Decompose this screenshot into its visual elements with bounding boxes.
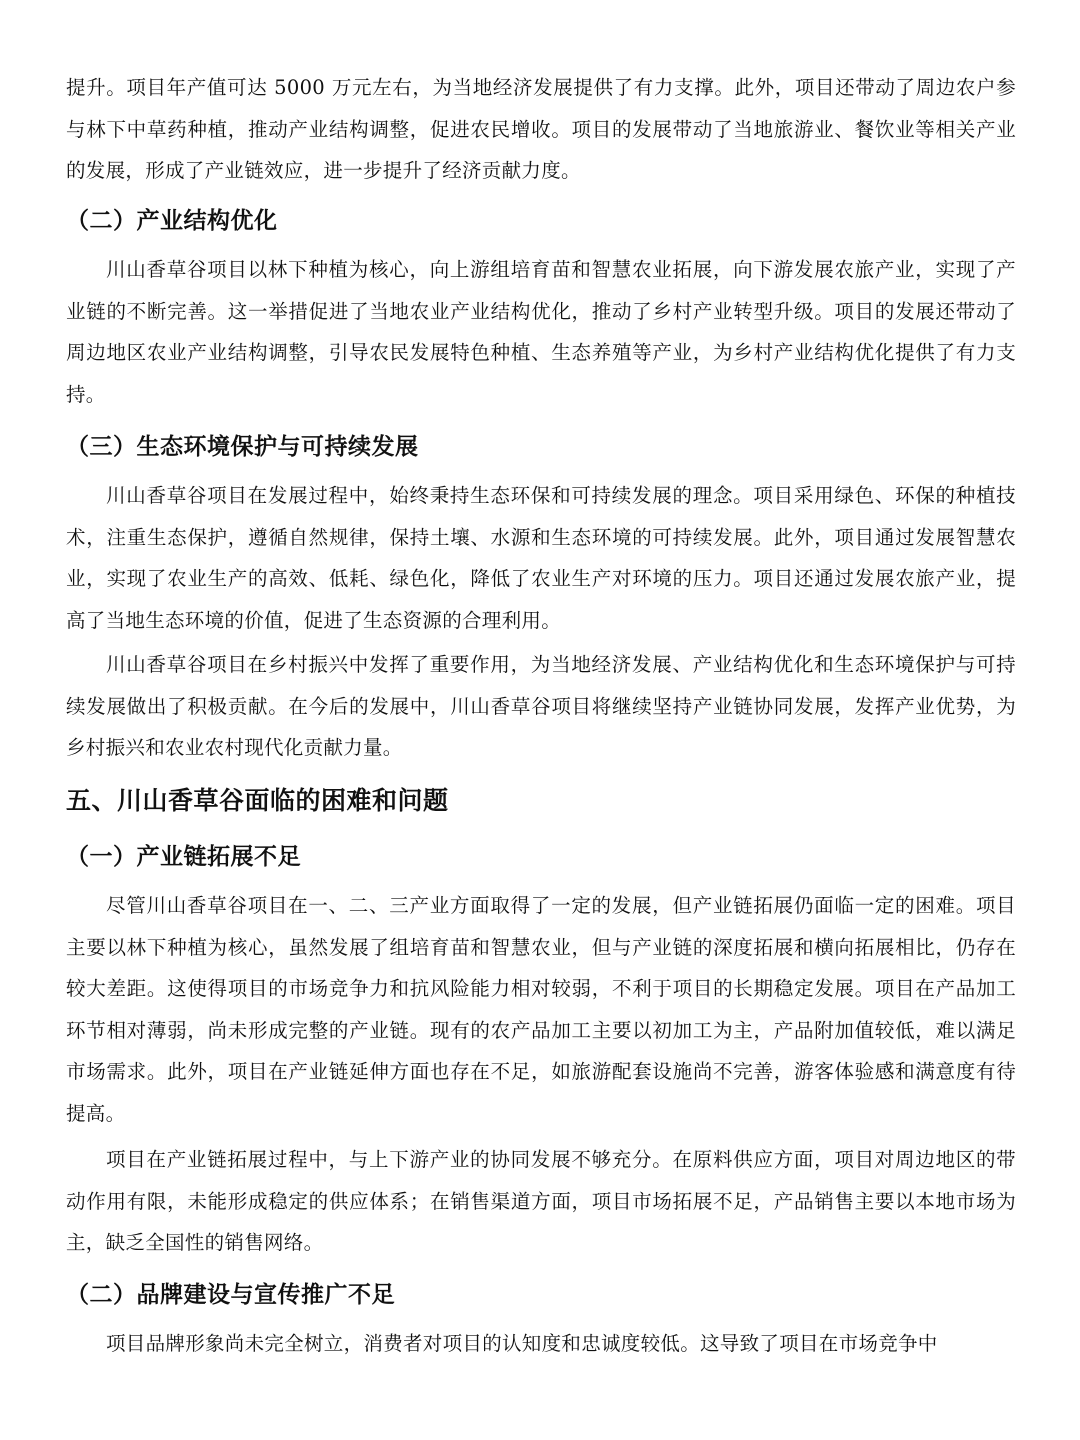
section-title-difficulties: 五、川山香草谷面临的困难和问题	[66, 786, 449, 815]
heading-branding: （二）品牌建设与宣传推广不足	[66, 1282, 395, 1308]
paragraph-branding: 项目品牌形象尚未完全树立，消费者对项目的认知度和忠诚度较低。这导致了项目在市场竞争中	[106, 1332, 938, 1355]
paragraph-industry-chain-2: 项目在产业链拓展过程中，与上下游产业的协同发展不够充分。在原料供应方面，项目对周边地区的带动作用有限，未能形成稳定的供应体系；在销售渠道方面，项目市场拓展不足，产品销售主要以本地市场为主，缺乏全国性的销售网络。	[66, 1148, 1016, 1254]
paragraph-industry-structure: 川山香草谷项目以林下种植为核心，向上游组培育苗和智慧农业拓展，向下游发展农旅产业，实现了产业链的不断完善。这一举措促进了当地农业产业结构优化，推动了乡村产业转型升级。项目的发展还带动了周边地区农业产业结构调整，引导农民发展特色种植、生态养殖等产业，为乡村产业结构优化提供了有力支持。	[66, 258, 1016, 406]
heading-industry-structure: （二）产业结构优化	[66, 208, 278, 234]
paragraph-ecology-1: 川山香草谷项目在发展过程中，始终秉持生态环保和可持续发展的理念。项目采用绿色、环保的种植技术，注重生态保护，遵循自然规律，保持土壤、水源和生态环境的可持续发展。此外，项目通过发展智慧农业，实现了农业生产的高效、低耗、绿色化，降低了农业生产对环境的压力。项目还通过发展农旅产业，提高了当地生态环境的价值，促进了生态资源的合理利用。	[66, 484, 1016, 632]
paragraph-ecology-2: 川山香草谷项目在乡村振兴中发挥了重要作用，为当地经济发展、产业结构优化和生态环境保护与可持续发展做出了积极贡献。在今后的发展中，川山香草谷项目将继续坚持产业链协同发展，发挥产业优势，为乡村振兴和农业农村现代化贡献力量。	[66, 653, 1016, 759]
paragraph-industry-chain-1: 尽管川山香草谷项目在一、二、三产业方面取得了一定的发展，但产业链拓展仍面临一定的困难。项目主要以林下种植为核心，虽然发展了组培育苗和智慧农业，但与产业链的深度拓展和横向拓展相比，仍存在较大差距。这使得项目的市场竞争力和抗风险能力相对较弱，不利于项目的长期稳定发展。项目在产品加工环节相对薄弱，尚未形成完整的产业链。现有的农产品加工主要以初加工为主，产品附加值较低，难以满足市场需求。此外，项目在产业链延伸方面也存在不足，如旅游配套设施尚不完善，游客体验感和满意度有待提高。	[66, 894, 1016, 1125]
paragraph-economic-contribution: 提升。项目年产值可达 5000 万元左右，为当地经济发展提供了有力支撑。此外，项目还带动了周边农户参与林下中草药种植，推动产业结构调整，促进农民增收。项目的发展带动了当地旅游业、餐饮业等相关产业的发展，形成了产业链效应，进一步提升了经济贡献力度。	[66, 76, 1016, 182]
heading-industry-chain: （一）产业链拓展不足	[66, 844, 301, 870]
heading-ecology: （三）生态环境保护与可持续发展	[66, 434, 419, 460]
